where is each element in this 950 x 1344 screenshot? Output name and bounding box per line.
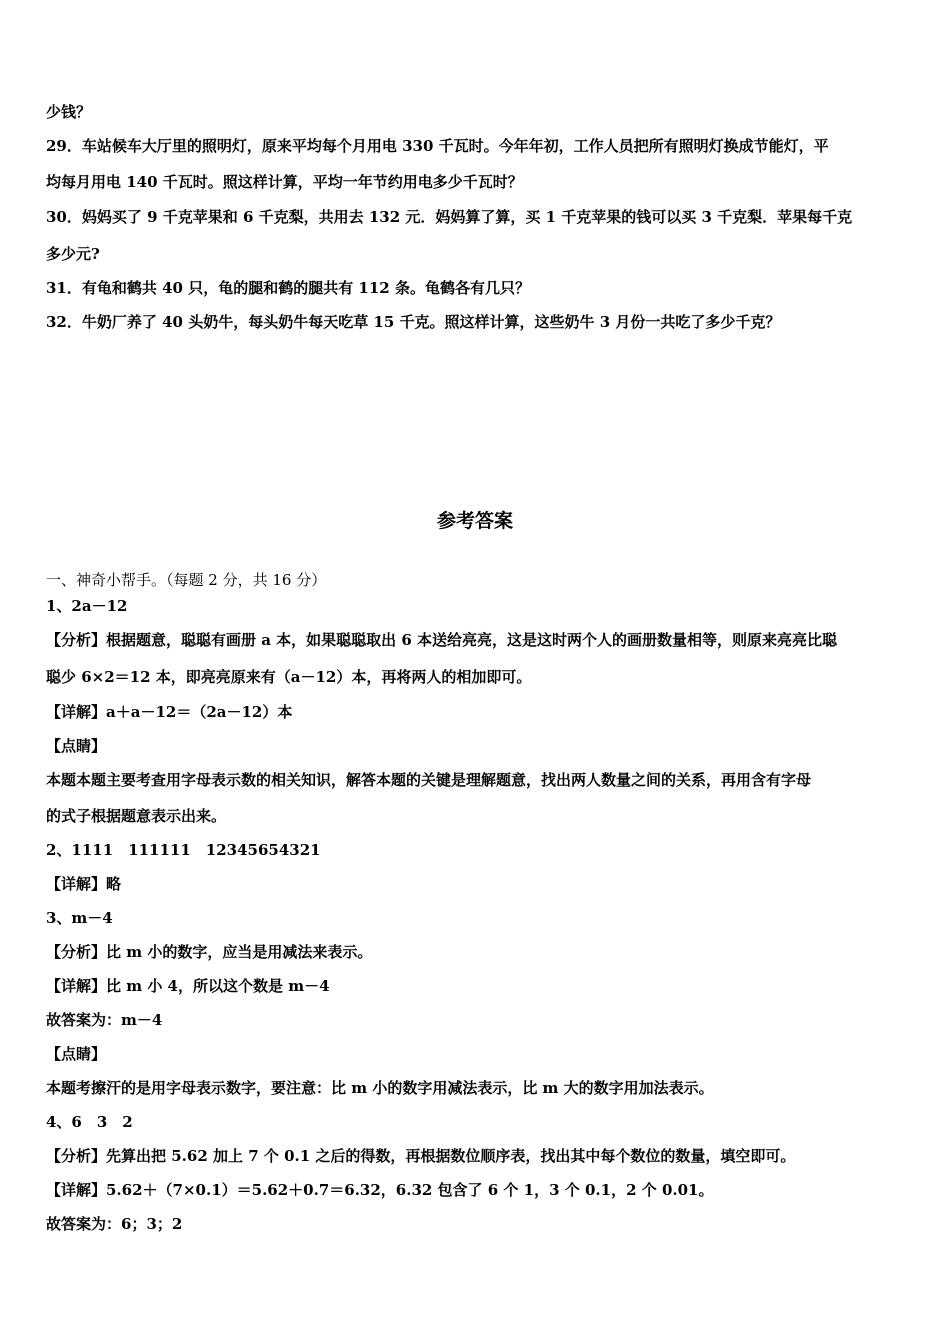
answer-1-analysis-line-1: 【分析】根据题意，聪聪有画册 a 本，如果聪聪取出 6 本送给亮亮，这是这时两个人的画册数量相等，则原来亮亮比聪 [46, 631, 838, 649]
question-29-line-2: 均每月用电 140 千瓦时。照这样计算，平均一年节约用电多少千瓦时？ [46, 173, 523, 191]
answer-4-final: 故答案为：6；3；2 [46, 1215, 183, 1233]
question-30-line-2: 多少元? [46, 245, 100, 263]
answer-1-point-text-line-2: 的式子根据题意表示出来。 [46, 807, 227, 825]
answer-1-analysis-line-2: 聪少 6×2＝12 本，即亮亮原来有（a－12）本，再将两人的相加即可。 [46, 668, 532, 686]
answer-3-analysis: 【分析】比 m 小的数字，应当是用减法来表示。 [46, 943, 373, 961]
question-29-line-1: 29．车站候车大厅里的照明灯，原来平均每个月用电 330 千瓦时。今年年初，工作人员把所有照明灯换成节能灯，平 [46, 137, 829, 155]
answer-1-point-label: 【点睛】 [46, 737, 107, 755]
answer-2-detail: 【详解】略 [46, 875, 122, 893]
answer-4-detail: 【详解】5.62＋（7×0.1）＝5.62＋0.7＝6.32，6.32 包含了 6 个 1，3 个 0.1，2 个 0.01。 [46, 1181, 714, 1199]
answer-2: 2、1111 111111 12345654321 [46, 841, 321, 859]
answer-1-detail: 【详解】a＋a－12＝（2a－12）本 [46, 703, 293, 721]
question-31: 31．有龟和鹤共 40 只，龟的腿和鹤的腿共有 112 条。龟鹤各有几只？ [46, 279, 530, 297]
answer-3-detail: 【详解】比 m 小 4，所以这个数是 m－4 [46, 977, 330, 995]
answer-1-point-text-line-1: 本题本题主要考查用字母表示数的相关知识，解答本题的关键是理解题意，找出两人数量之间的关系，再用含有字母 [46, 771, 812, 789]
answer-1: 1、2a－12 [46, 597, 128, 615]
answer-4: 4、6 3 2 [46, 1113, 133, 1131]
answers-title: 参考答案 [436, 510, 513, 532]
answer-3-point-label: 【点睛】 [46, 1045, 107, 1063]
answer-4-analysis: 【分析】先算出把 5.62 加上 7 个 0.1 之后的得数，再根据数位顺序表，找出其中每个数位的数量，填空即可。 [46, 1147, 796, 1165]
section-1-heading: 一、神奇小帮手。（每题 2 分，共 16 分） [46, 571, 327, 589]
question-28-tail: 少钱？ [46, 103, 92, 121]
answer-3: 3、m－4 [46, 909, 113, 927]
answer-3-point-text: 本题考擦汗的是用字母表示数字，要注意：比 m 小的数字用减法表示，比 m 大的数字用加法表示。 [46, 1079, 714, 1097]
answer-3-final: 故答案为：m－4 [46, 1011, 163, 1029]
question-30-line-1: 30．妈妈买了 9 千克苹果和 6 千克梨，共用去 132 元．妈妈算了算，买 1 千克苹果的钱可以买 3 千克梨．苹果每千克 [46, 208, 853, 226]
question-32: 32．牛奶厂养了 40 头奶牛，每头奶牛每天吃草 15 千克。照这样计算，这些奶牛 3 月份一共吃了多少千克？ [46, 313, 781, 331]
